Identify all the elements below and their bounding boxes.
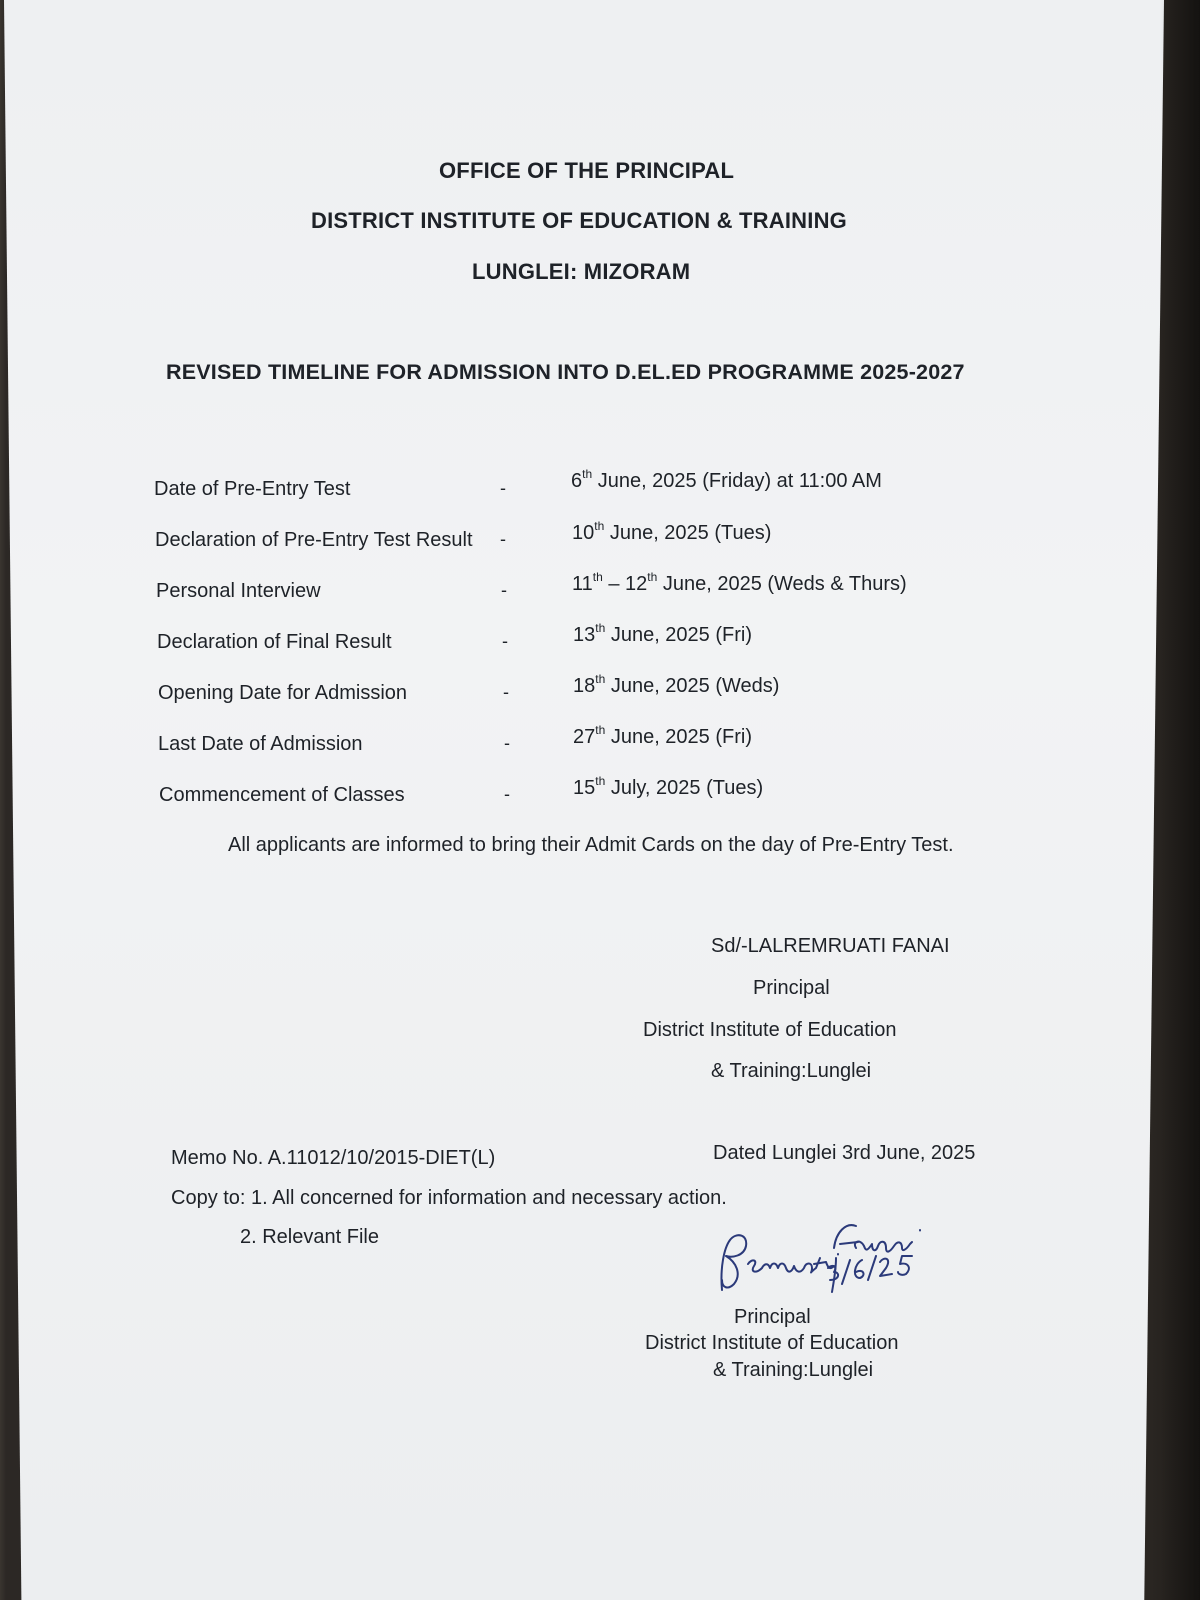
timeline-date: 11th – 12th June, 2025 (Weds & Thurs) <box>572 570 907 595</box>
signature-designation: Principal <box>734 1306 811 1328</box>
timeline-dash: - <box>500 529 506 549</box>
header-office: OFFICE OF THE PRINCIPAL <box>439 158 735 183</box>
timeline-dash: - <box>504 733 510 753</box>
timeline-dash: - <box>502 631 508 651</box>
timeline-label: Opening Date for Admission <box>158 682 408 704</box>
signature-org-line2: & Training:Lunglei <box>713 1359 874 1381</box>
signatory-designation: Principal <box>753 977 830 999</box>
timeline-date: 6th June, 2025 (Friday) at 11:00 AM <box>571 467 882 492</box>
timeline-label: Date of Pre-Entry Test <box>154 478 351 500</box>
timeline-date: 18th June, 2025 (Weds) <box>573 672 780 697</box>
document-title: REVISED TIMELINE FOR ADMISSION INTO D.EL.ED PROGRAMME 2025-2027 <box>166 360 965 384</box>
timeline-dash: - <box>503 682 509 702</box>
header-location: LUNGLEI: MIZORAM <box>472 259 691 284</box>
handwritten-signature <box>716 1218 956 1308</box>
signatory-org-line1: District Institute of Education <box>643 1019 897 1041</box>
timeline-dash: - <box>500 478 506 498</box>
memo-date: Dated Lunglei 3rd June, 2025 <box>713 1142 976 1164</box>
memo-number: Memo No. A.11012/10/2015-DIET(L) <box>171 1147 496 1169</box>
header-institute: DISTRICT INSTITUTE OF EDUCATION & TRAINING <box>311 208 847 233</box>
timeline-label: Declaration of Final Result <box>157 631 392 653</box>
copy-to-line: Copy to: 1. All concerned for information and necessary action. <box>171 1187 727 1209</box>
timeline-date: 13th June, 2025 (Fri) <box>573 621 752 646</box>
timeline-dash: - <box>501 580 507 600</box>
signatory-name: Sd/-LALREMRUATI FANAI <box>711 935 950 957</box>
signature-org-line1: District Institute of Education <box>645 1332 899 1354</box>
timeline-label: Personal Interview <box>156 580 321 602</box>
timeline-label: Last Date of Admission <box>158 733 363 755</box>
timeline-label: Declaration of Pre-Entry Test Result <box>155 529 473 551</box>
signatory-org-line2: & Training:Lunglei <box>711 1060 872 1082</box>
notice-text: All applicants are informed to bring their Admit Cards on the day of Pre-Entry Test. <box>228 834 954 856</box>
timeline-date: 10th June, 2025 (Tues) <box>572 519 772 544</box>
timeline-dash: - <box>504 784 510 804</box>
page-shadow <box>1160 0 1200 1600</box>
copy-to-item-2: 2. Relevant File <box>240 1226 379 1248</box>
timeline-label: Commencement of Classes <box>159 784 405 806</box>
timeline-date: 15th July, 2025 (Tues) <box>573 774 764 799</box>
timeline-date: 27th June, 2025 (Fri) <box>573 723 752 748</box>
